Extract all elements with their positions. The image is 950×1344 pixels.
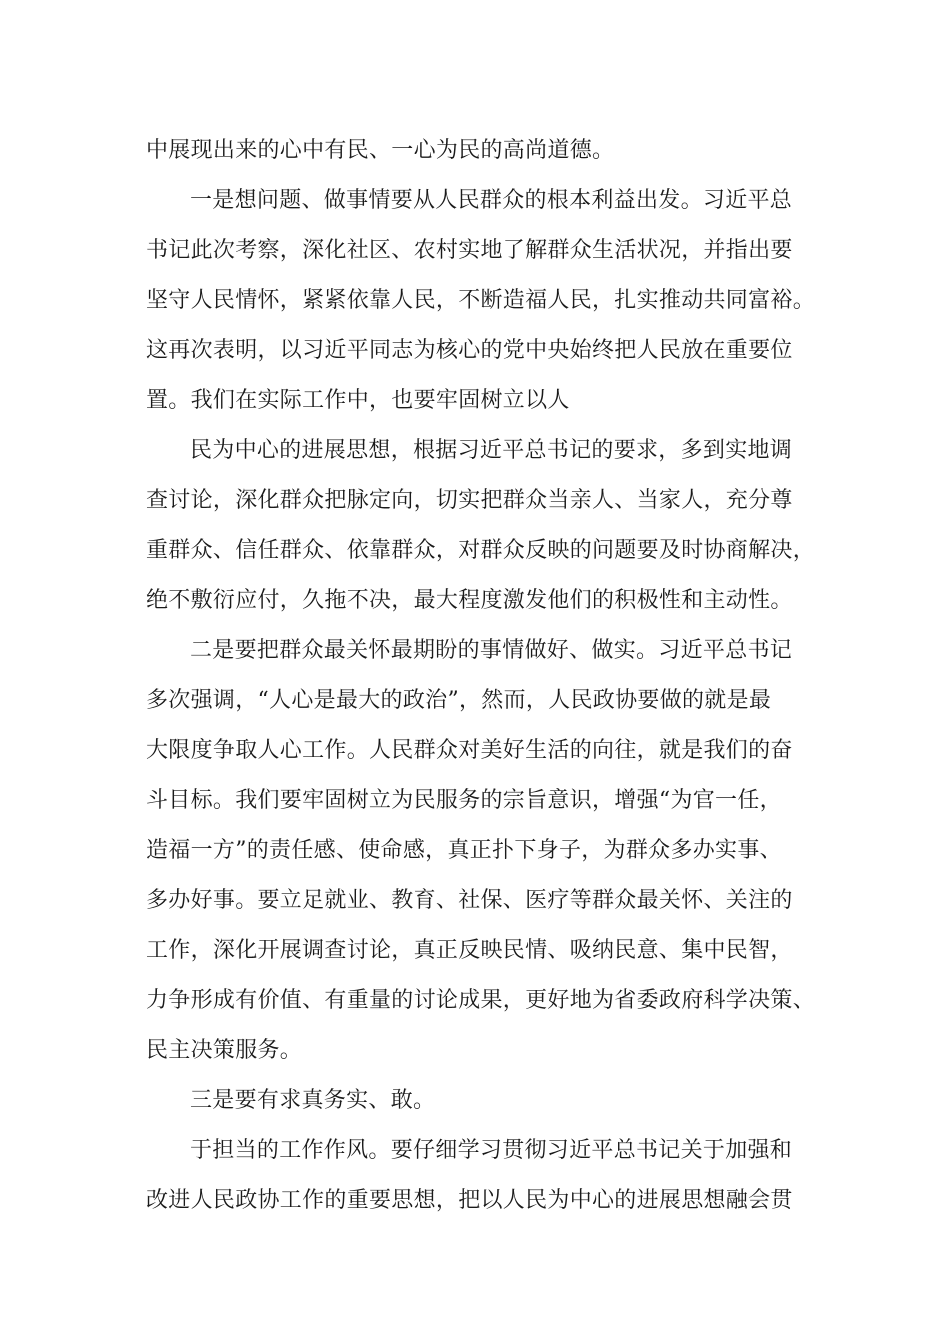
text-line: 工作，深化开展调查讨论，真正反映民情、吸纳民意、集中民智， (146, 938, 793, 963)
text-line: 查讨论，深化群众把脉定向，切实把群众当亲人、当家人，充分尊 (146, 488, 793, 513)
text-line: 多办好事。要立足就业、教育、社保、医疗等群众最关怀、关注的 (146, 888, 793, 913)
text-line: 于担当的工作作风。要仔细学习贯彻习近平总书记关于加强和 (190, 1138, 793, 1163)
text-line: 改进人民政协工作的重要思想，把以人民为中心的进展思想融会贯 (146, 1188, 793, 1213)
text-line: 置。我们在实际工作中，也要牢固树立以人 (146, 388, 570, 413)
text-line: 大限度争取人心工作。人民群众对美好生活的向往，就是我们的奋 (146, 738, 793, 763)
text-line: 书记此次考察，深化社区、农村实地了解群众生活状况，并指出要 (146, 238, 793, 263)
text-line: 三是要有求真务实、敢。 (190, 1088, 436, 1113)
text-line: 民主决策服务。 (146, 1038, 303, 1063)
text-line: 造福一方”的责任感、使命感，真正扑下身子，为群众多办实事、 (146, 838, 782, 863)
text-line: 一是想问题、做事情要从人民群众的根本利益出发。习近平总 (190, 188, 793, 213)
text-line: 重群众、信任群众、依靠群众，对群众反映的问题要及时协商解决， (146, 538, 816, 563)
text-line: 坚守人民情怀，紧紧依靠人民，不断造福人民，扎实推动共同富裕。 (146, 288, 816, 313)
text-line: 中展现出来的心中有民、一心为民的高尚道德。 (146, 138, 615, 163)
text-line: 多次强调，“人心是最大的政治”，然而，人民政协要做的就是最 (146, 688, 772, 713)
text-line: 二是要把群众最关怀最期盼的事情做好、做实。习近平总书记 (190, 638, 793, 663)
text-line: 斗目标。我们要牢固树立为民服务的宗旨意识，增强“为官一任， (146, 788, 782, 813)
text-line: 民为中心的进展思想，根据习近平总书记的要求，多到实地调 (190, 438, 793, 463)
text-line: 这再次表明，以习近平同志为核心的党中央始终把人民放在重要位 (146, 338, 793, 363)
text-line: 力争形成有价值、有重量的讨论成果，更好地为省委政府科学决策、 (146, 988, 816, 1013)
text-line: 绝不敷衍应付，久拖不决，最大程度激发他们的积极性和主动性。 (146, 588, 793, 613)
